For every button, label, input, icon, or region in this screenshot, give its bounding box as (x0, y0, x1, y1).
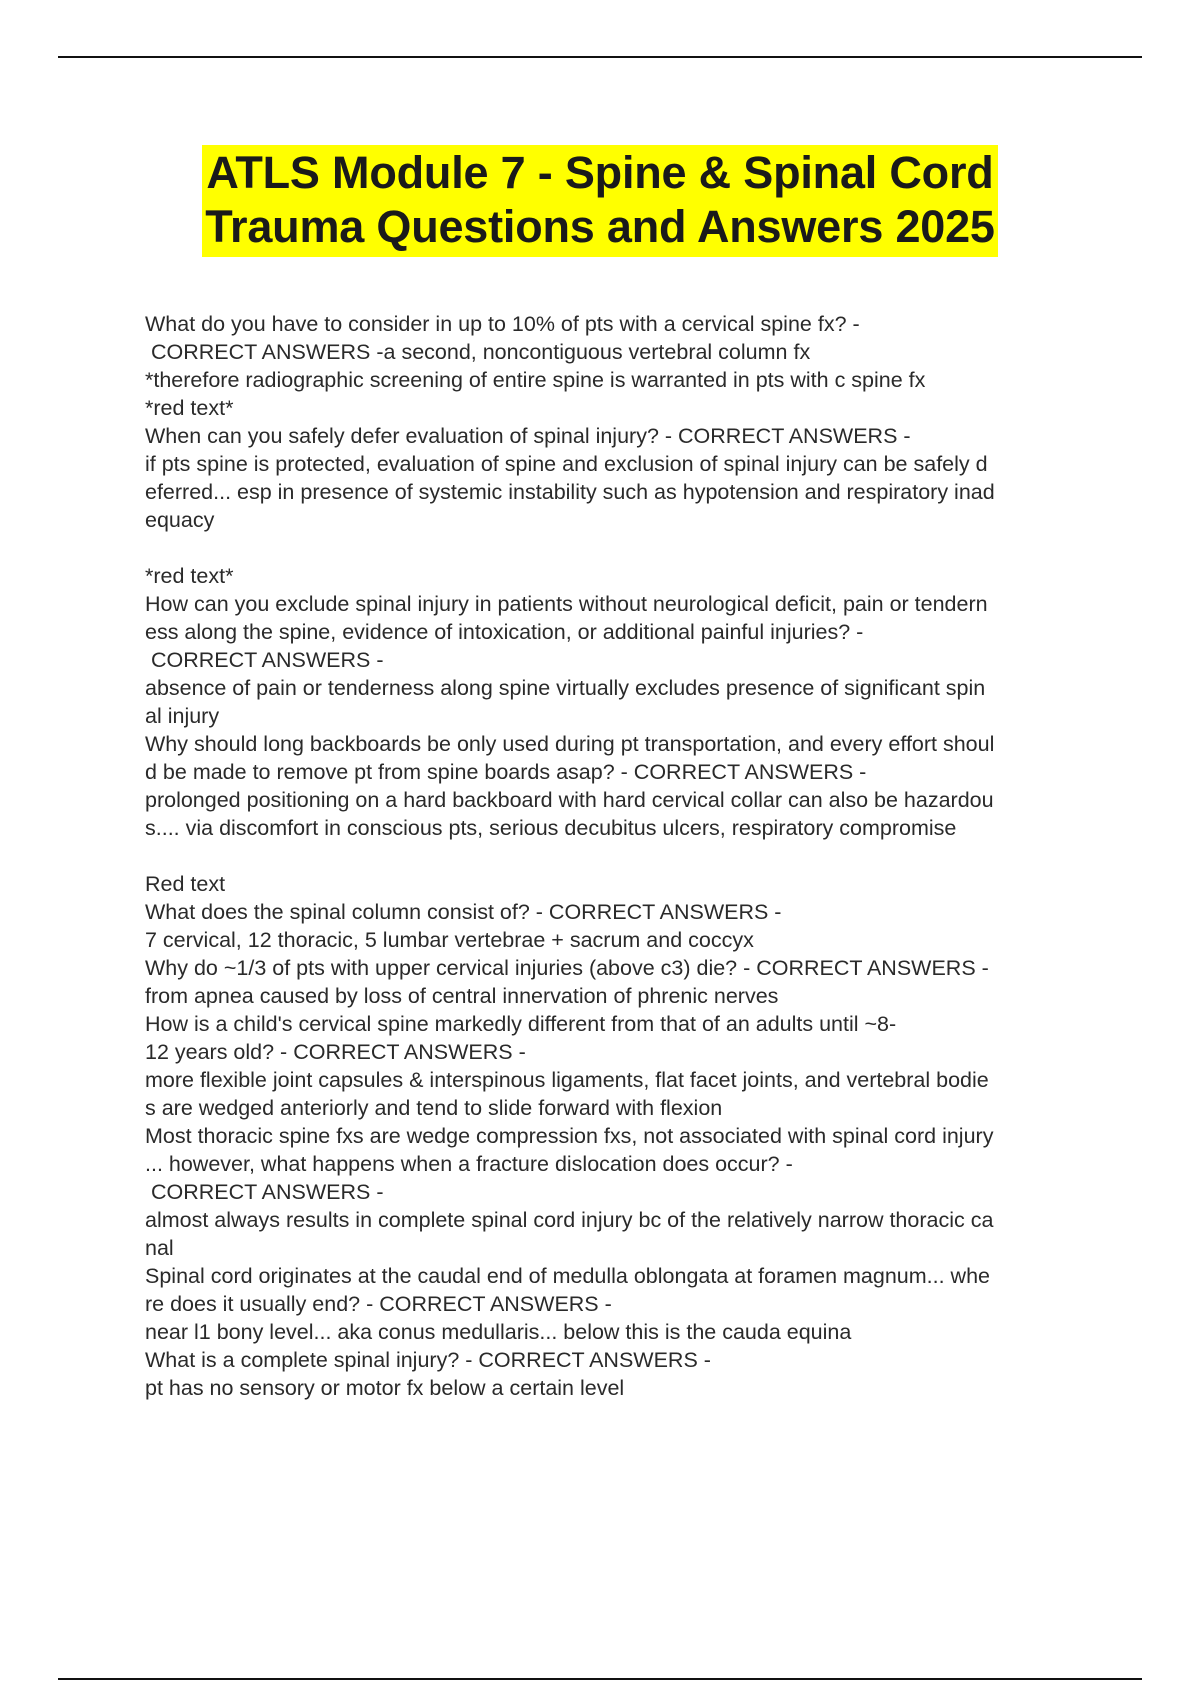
body-line: How can you exclude spinal injury in patients without neurological deficit, pain or tendern (145, 592, 988, 616)
body-line: equacy (145, 508, 215, 532)
document-body (145, 310, 1090, 1402)
body-line: *red text* (145, 564, 234, 588)
body-line: ess along the spine, evidence of intoxication, or additional painful injuries? - (145, 620, 864, 644)
body-line: Most thoracic spine fxs are wedge compression fxs, not associated with spinal cord injury (145, 1124, 994, 1148)
body-line: How is a child's cervical spine markedly different from that of an adults until ~8- (145, 1012, 897, 1036)
body-line: CORRECT ANSWERS -a second, noncontiguous vertebral column fx (145, 340, 811, 364)
body-line: 12 years old? - CORRECT ANSWERS - (145, 1040, 526, 1064)
body-line: almost always results in complete spinal cord injury bc of the relatively narrow thoracic ca (145, 1208, 994, 1232)
body-line: pt has no sensory or motor fx below a certain level (145, 1376, 625, 1400)
body-line: al injury (145, 704, 220, 728)
body-line: prolonged positioning on a hard backboard with hard cervical collar can also be hazardou (145, 788, 994, 812)
body-line: 7 cervical, 12 thoracic, 5 lumbar vertebrae + sacrum and coccyx (145, 928, 754, 952)
body-line: if pts spine is protected, evaluation of spine and exclusion of spinal injury can be safely d (145, 452, 988, 476)
body-line: What do you have to consider in up to 10% of pts with a cervical spine fx? - (145, 312, 860, 336)
body-line: from apnea caused by loss of central innervation of phrenic nerves (145, 984, 779, 1008)
body-line: What is a complete spinal injury? - CORRECT ANSWERS - (145, 1348, 711, 1372)
body-line: near l1 bony level... aka conus medullaris... below this is the cauda equina (145, 1320, 852, 1344)
body-line: *therefore radiographic screening of entire spine is warranted in pts with c spine fx (145, 368, 926, 392)
body-line: Why do ~1/3 of pts with upper cervical injuries (above c3) die? - CORRECT ANSWERS - (145, 956, 989, 980)
body-line: eferred... esp in presence of systemic instability such as hypotension and respiratory inad (145, 480, 995, 504)
body-line: Why should long backboards be only used during pt transportation, and every effort shoul (145, 732, 995, 756)
body-line: d be made to remove pt from spine boards asap? - CORRECT ANSWERS - (145, 760, 867, 784)
body-line: *red text* (145, 396, 234, 420)
body-line: What does the spinal column consist of? - CORRECT ANSWERS - (145, 900, 782, 924)
body-blank-line (145, 842, 1090, 870)
title-line-1: ATLS Module 7 - Spine & Spinal Cord (206, 147, 994, 198)
bottom-rule (58, 1678, 1142, 1680)
top-rule (58, 56, 1142, 58)
body-line: nal (145, 1236, 174, 1260)
body-line: re does it usually end? - CORRECT ANSWERS - (145, 1292, 612, 1316)
body-line: When can you safely defer evaluation of spinal injury? - CORRECT ANSWERS - (145, 424, 911, 448)
body-line: s are wedged anteriorly and tend to slide forward with flexion (145, 1096, 723, 1120)
body-line: ... however, what happens when a fracture dislocation does occur? - (145, 1152, 793, 1176)
body-line: CORRECT ANSWERS - (145, 648, 384, 672)
body-line: more flexible joint capsules & interspinous ligaments, flat facet joints, and vertebral bodie (145, 1068, 989, 1092)
body-line: s.... via discomfort in conscious pts, serious decubitus ulcers, respiratory compromise (145, 816, 957, 840)
body-line: CORRECT ANSWERS - (145, 1180, 384, 1204)
body-line: Spinal cord originates at the caudal end of medulla oblongata at foramen magnum... whe (145, 1264, 990, 1288)
document-title (202, 145, 998, 257)
body-line: absence of pain or tenderness along spine virtually excludes presence of significant spin (145, 676, 986, 700)
body-line: Red text (145, 872, 226, 896)
title-block (0, 145, 1200, 257)
title-line-2: Trauma Questions and Answers 2025 (205, 201, 995, 252)
body-blank-line (145, 534, 1090, 562)
